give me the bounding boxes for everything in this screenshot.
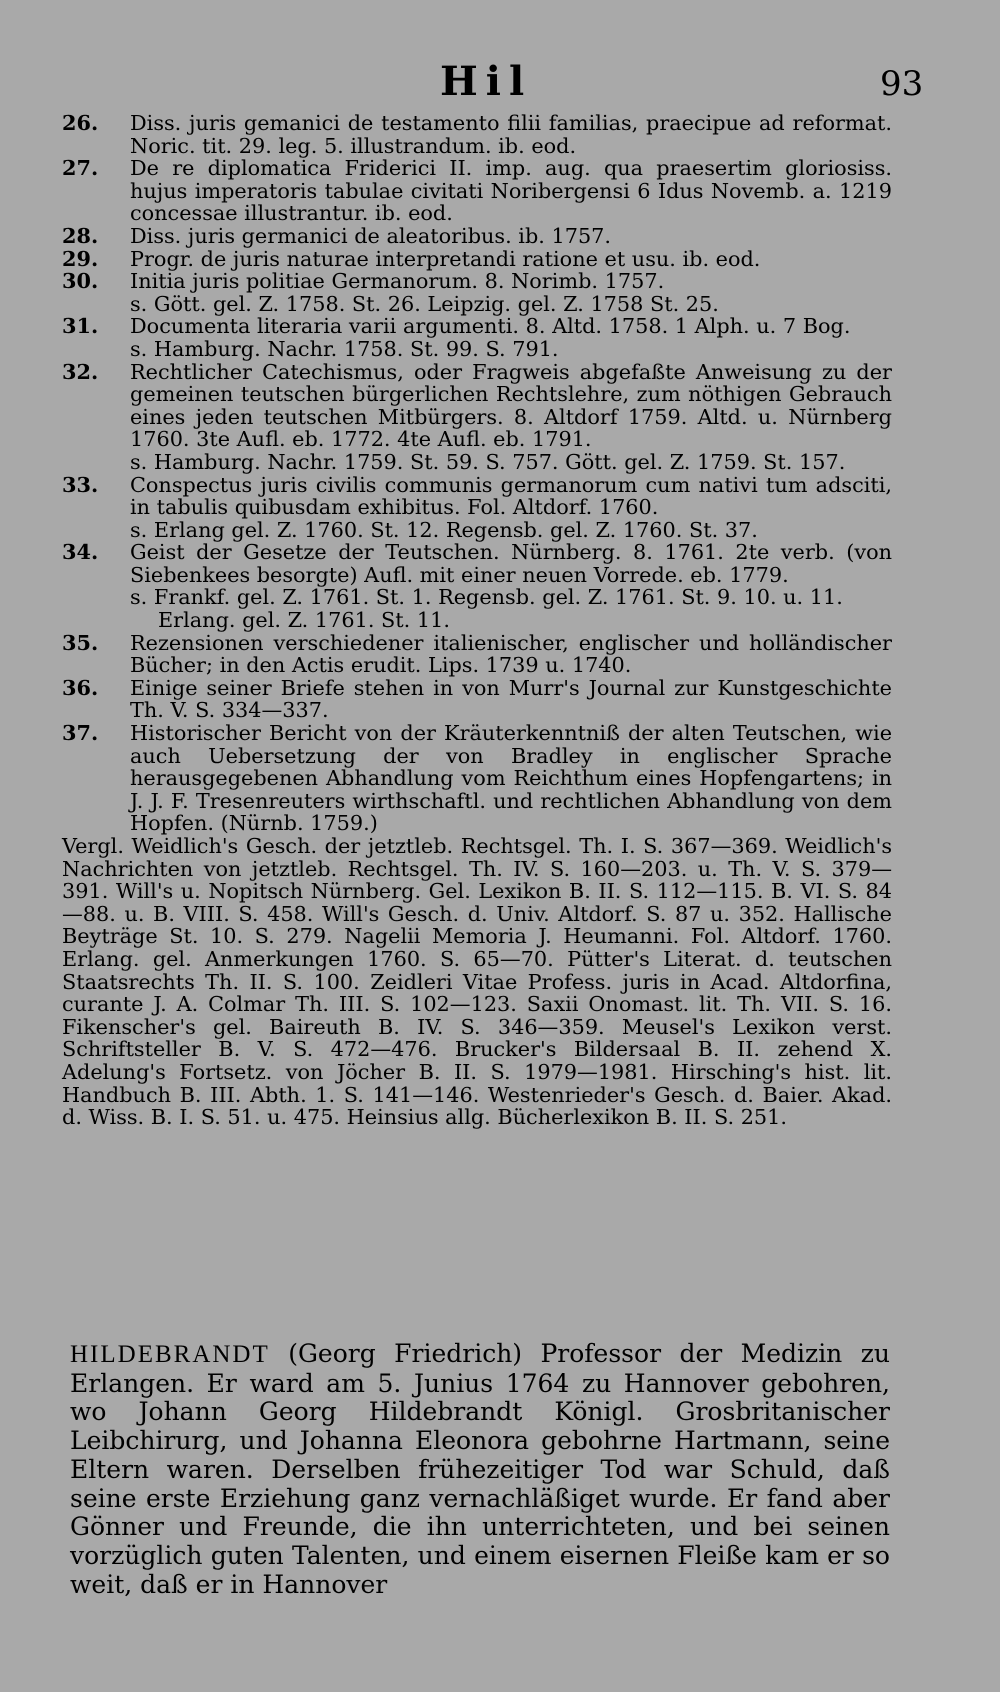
entry-review-note (62, 451, 892, 474)
entry-text: s. Hamburg. Nachr. 1759. St. 59. S. 757. Gött. gel. Z. 1759. St. 157. (130, 449, 846, 474)
entry-text: Rechtlicher Catechismus, oder Fragweis abgefaßte Anweisung zu der gemeinen teutschen bürgerlichen Rechtslehre, zum nöthigen Gebrauch eines jeden teutschen Mitbürgers. 8. Altdorf 1759. Altd. u. Nürnberg 1760. 3te Aufl. eb. 1772. 4te Aufl. eb. 1791. (130, 359, 892, 452)
bibliography-list (62, 112, 892, 1129)
bibliography-entry (62, 315, 892, 338)
running-head (0, 58, 1000, 108)
bibliography-entry (62, 722, 892, 835)
entry-number: 36. (62, 674, 99, 700)
entry-review-note (62, 293, 892, 316)
biography-text: (Georg Friedrich) Professor der Medizin zu Erlangen. Er ward am 5. Junius 1764 zu Hannover gebohren, wo Johann Georg Hildebrandt Königl. Grosbritanischer Leibchirurg, und Johanna Eleonora gebohrne Hartmann, seine Eltern waren. Derselben frühezeitiger Tod war Schuld, daß seine erste Erziehung ganz vernachläßiget wurde. Er fand aber Gönner und Freunde, die ihn unterrichteten, und bei seinen vorzüglich guten Talenten, und einem eisernen Fleiße kam er so weit, daß er in Hannover (70, 1339, 890, 1599)
entry-number: 27. (62, 155, 99, 181)
bibliography-entry (62, 245, 892, 271)
entry-text: Initia juris politiae Germanorum. 8. Norimb. 1757. (130, 269, 665, 294)
entry-list (62, 112, 892, 835)
entry-text: Documenta literaria varii argumenti. 8. Altd. 1758. 1 Alph. u. 7 Bog. (130, 314, 851, 339)
bibliography-entry (62, 629, 892, 678)
bibliography-entry (62, 222, 892, 248)
bibliography-entry (62, 541, 892, 586)
entry-text: s. Erlang gel. Z. 1760. St. 12. Regensb. gel. Z. 1760. St. 37. (130, 517, 758, 542)
bibliography-entry (62, 674, 892, 723)
entry-number: 34. (62, 539, 99, 565)
entry-text: Diss. juris gemanici de testamento filii familias, praecipue ad reformat. Noric. tit. 29. leg. 5. illustrandum. ib. eod. (130, 111, 892, 158)
entry-number: 37. (62, 720, 99, 746)
running-title: Hil (440, 58, 533, 105)
entry-text: s. Gött. gel. Z. 1758. St. 26. Leipzig. gel. Z. 1758 St. 25. (130, 291, 719, 316)
entry-number: 30. (62, 268, 99, 294)
bibliography-entry (62, 358, 892, 452)
bibliography-entry (62, 270, 892, 293)
biography-name: HILDEBRANDT (70, 1341, 270, 1368)
biography-paragraph (70, 1340, 890, 1599)
entry-number: 33. (62, 471, 99, 497)
entry-number: 35. (62, 629, 99, 655)
entry-text: Progr. de juris naturae interpretandi ratione et usu. ib. eod. (130, 246, 761, 271)
entry-number: 31. (62, 313, 99, 339)
entry-review-note (62, 338, 892, 361)
entry-text: Diss. juris germanici de aleatoribus. ib. 1757. (130, 223, 612, 248)
entry-text: Conspectus juris civilis communis germanorum cum nativi tum adsciti, in tabulis quibusdam exhibitus. Fol. Altdorf. 1760. (130, 472, 892, 520)
entry-text: s. Frankf. gel. Z. 1761. St. 1. Regensb. gel. Z. 1761. St. 9. 10. u. 11. Erlang. gel. Z. 1761. St. 11. (130, 585, 843, 633)
bibliography-entry (62, 157, 892, 225)
entry-text: Historischer Bericht von der Kräuterkenntniß der alten Teutschen, wie auch Uebersetzung der von Bradley in englischer Sprache herausgegebenen Abhandlung vom Reichthum eines Hopfengartens; in J. J. F. Tresenreuters wirthschaftl. und rechtlichen Abhandlung von dem Hopfen. (Nürnb. 1759.) (130, 721, 892, 836)
references-paragraph: Vergl. Weidlich's Gesch. der jetztleb. Rechtsgel. Th. I. S. 367—369. Weidlich's Nachrichten von jetztleb. Rechtsgel. Th. IV. S. 160—203. u. Th. V. S. 379—391. Will's u. Nopitsch Nürnberg. Gel. Lexikon B. II. S. 112—115. B. VI. S. 84—88. u. B. VIII. S. 458. Will's Gesch. d. Univ. Altdorf. S. 87 u. 352. Hallische Beyträge St. 10. S. 279. Nagelii Memoria J. Heumanni. Fol. Altdorf. 1760. Erlang. gel. Anmerkungen 1760. S. 65—70. Pütter's Literat. d. teutschen Staatsrechts Th. II. S. 100. Zeidleri Vitae Profess. juris in Acad. Altdorfina, curante J. A. Colmar Th. III. S. 102—123. Saxii Onomast. lit. Th. VII. S. 16. Fikenscher's gel. Baireuth B. IV. S. 346—359. Meusel's Lexikon verst. Schriftsteller B. V. S. 472—476. Brucker's Bildersaal B. II. zehend X. Adelung's Fortsetz. von Jöcher B. II. S. 1979—1981. Hirsching's hist. lit. Handbuch B. III. Abth. 1. S. 141—146. Westenrieder's Gesch. d. Baier. Akad. d. Wiss. B. I. S. 51. u. 475. Heinsius allg. Bücherlexikon B. II. S. 251. (62, 834, 892, 1130)
entry-text: Geist der Gesetze der Teutschen. Nürnberg. 8. 1761. 2te verb. (von Siebenkees besorgte) Aufl. mit einer neuen Vorrede. eb. 1779. (130, 540, 892, 587)
entry-review-note (62, 586, 892, 631)
bibliography-entry (62, 112, 892, 157)
entry-text: Rezensionen verschiedener italienischer, englischer und holländischer Bücher; in den Actis erudit. Lips. 1739 u. 1740. (130, 630, 892, 678)
entry-text: Einige seiner Briefe stehen in von Murr's Journal zur Kunstgeschichte Th. V. S. 334—337. (130, 675, 892, 723)
entry-text: De re diplomatica Friderici II. imp. aug. qua praesertim gloriosiss. hujus imperatoris tabulae civitati Noribergensi 6 Idus Novemb. a. 1219 concessae illustrantur. ib. eod. (130, 156, 892, 226)
page-number: 93 (880, 64, 924, 104)
entry-text: s. Hamburg. Nachr. 1758. St. 99. S. 791. (130, 336, 559, 361)
entry-review-note (62, 519, 892, 542)
entry-number: 32. (62, 358, 99, 384)
entry-number: 28. (62, 222, 99, 248)
entry-number: 29. (62, 245, 99, 271)
entry-number: 26. (62, 110, 99, 135)
bibliography-entry (62, 471, 892, 520)
